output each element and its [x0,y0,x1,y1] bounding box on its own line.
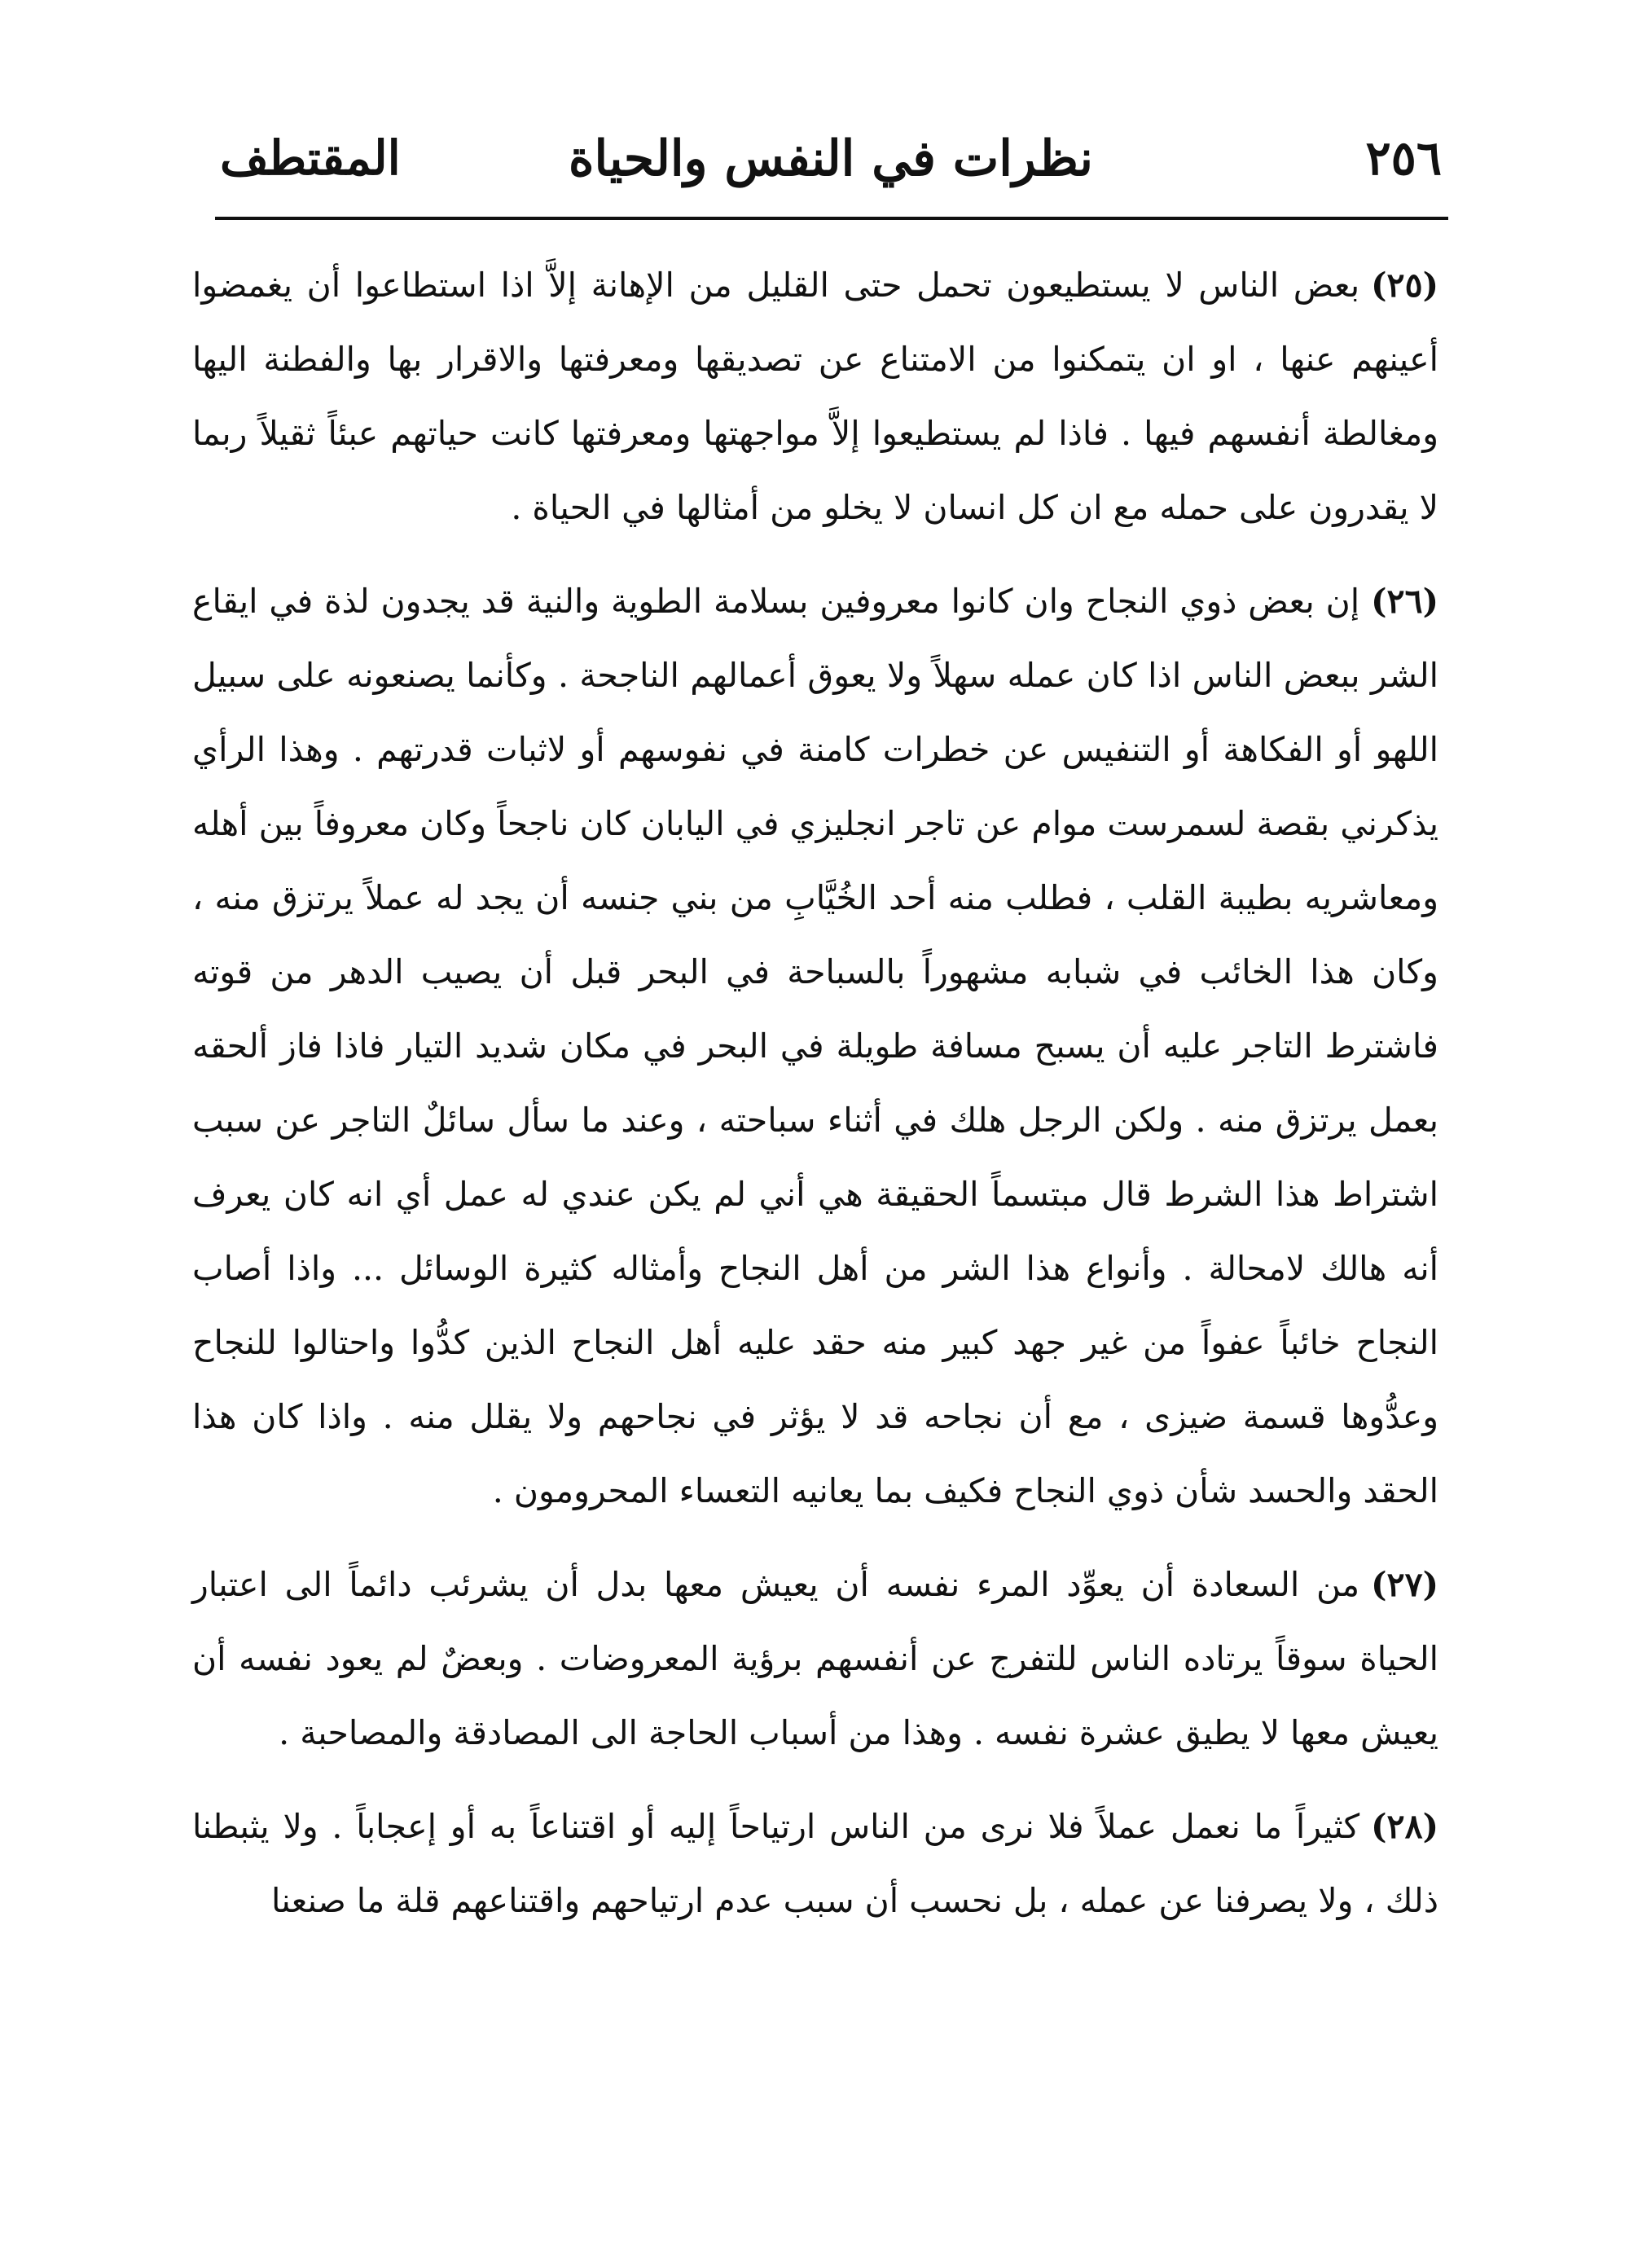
paragraph-number: (٢٨) [1371,1807,1438,1846]
paragraph-number: (٢٦) [1371,582,1438,621]
paragraph-28 [192,1790,1438,1938]
header-rule [215,217,1448,220]
paragraph-27 [192,1548,1438,1770]
paragraph-number: (٢٥) [1371,266,1438,305]
paragraph-number: (٢٧) [1371,1565,1438,1604]
paragraph-26 [192,565,1438,1528]
page-header [220,122,1442,212]
paragraph-text: بعض الناس لا يستطيعون تحمل حتى القليل من الإهانة إلاَّ اذا استطاعوا أن يغمضوا أعينهم عنها ، او ان يتمكنوا من الامتناع عن تصديقها ومعرفتها والاقرار بها والفطنة اليها ومغالطة أنفسهم فيها . فاذا لم يستطيعوا إلاَّ مواجهتها ومعرفتها كانت حياتهم عبئاً ثقيلاً ربما لا يقدرون على حمله مع ان كل انسان لا يخلو من أمثالها في الحياة . [192,266,1438,527]
paragraph-25 [192,248,1438,545]
journal-name: المقتطف [220,130,401,186]
paragraph-text: من السعادة أن يعوِّد المرء نفسه أن يعيش معها بدل أن يشرئب دائماً الى اعتبار الحياة سوقاً يرتاده الناس للتفرج عن أنفسهم برؤية المعروضات . وبعضٌ لم يعود نفسه أن يعيش معها لا يطيق عشرة نفسه . وهذا من أسباب الحاجة الى المصادقة والمصاحبة . [192,1565,1438,1752]
paragraph-text: إن بعض ذوي النجاح وان كانوا معروفين بسلامة الطوية والنية قد يجدون لذة في ايقاع الشر ببعض الناس اذا كان عمله سهلاً ولا يعوق أعمالهم الناجحة . وكأنما يصنعونه على سبيل اللهو أو الفكاهة أو التنفيس عن خطرات كامنة في نفوسهم أو لاثبات قدرتهم . وهذا الرأي يذكرني بقصة لسمرست موام عن تاجر انجليزي في اليابان كان ناجحاً وكان معروفاً بين أهله ومعاشريه بطيبة القلب ، فطلب منه أحد الخُيَّابِ من بني جنسه أن يجد له عملاً يرتزق منه ، وكان هذا الخائب في شبابه مشهوراً بالسباحة في البحر قبل أن يصيب الدهر من قوته فاشترط التاجر عليه أن يسبح مسافة طويلة في البحر في مكان شديد التيار فاذا فاز ألحقه بعمل يرتزق منه . ولكن الرجل هلك في أثناء سباحته ، وعند ما سأل سائلٌ التاجر عن سبب اشتراط هذا الشرط قال مبتسماً الحقيقة هي أني لم يكن عندي له عمل أي انه كان يعرف أنه هالك لامحالة . وأنواع هذا الشر من أهل النجاح وأمثاله كثيرة الوسائل ... واذا أصاب النجاح خائباً عفواً من غير جهد كبير منه حقد عليه أهل النجاح الذين كدُّوا واحتالوا للنجاح وعدُّوها قسمة ضيزى ، مع أن نجاحه قد لا يؤثر في نجاحهم ولا يقلل منه . واذا كان هذا الحقد والحسد شأن ذوي النجاح فكيف بما يعانيه التعساء المحرومون . [192,582,1438,1510]
page-number: ٢٥٦ [1365,130,1442,186]
running-title: نظرات في النفس والحياة [569,130,1093,187]
paragraph-text: كثيراً ما نعمل عملاً فلا نرى من الناس ارتياحاً إليه أو اقتناعاً به أو إعجاباً . ولا يثبطنا ذلك ، ولا يصرفنا عن عمله ، بل نحسب أن سبب عدم ارتياحهم واقتناعهم قلة ما صنعنا [192,1807,1438,1920]
body-text [192,248,1438,1958]
